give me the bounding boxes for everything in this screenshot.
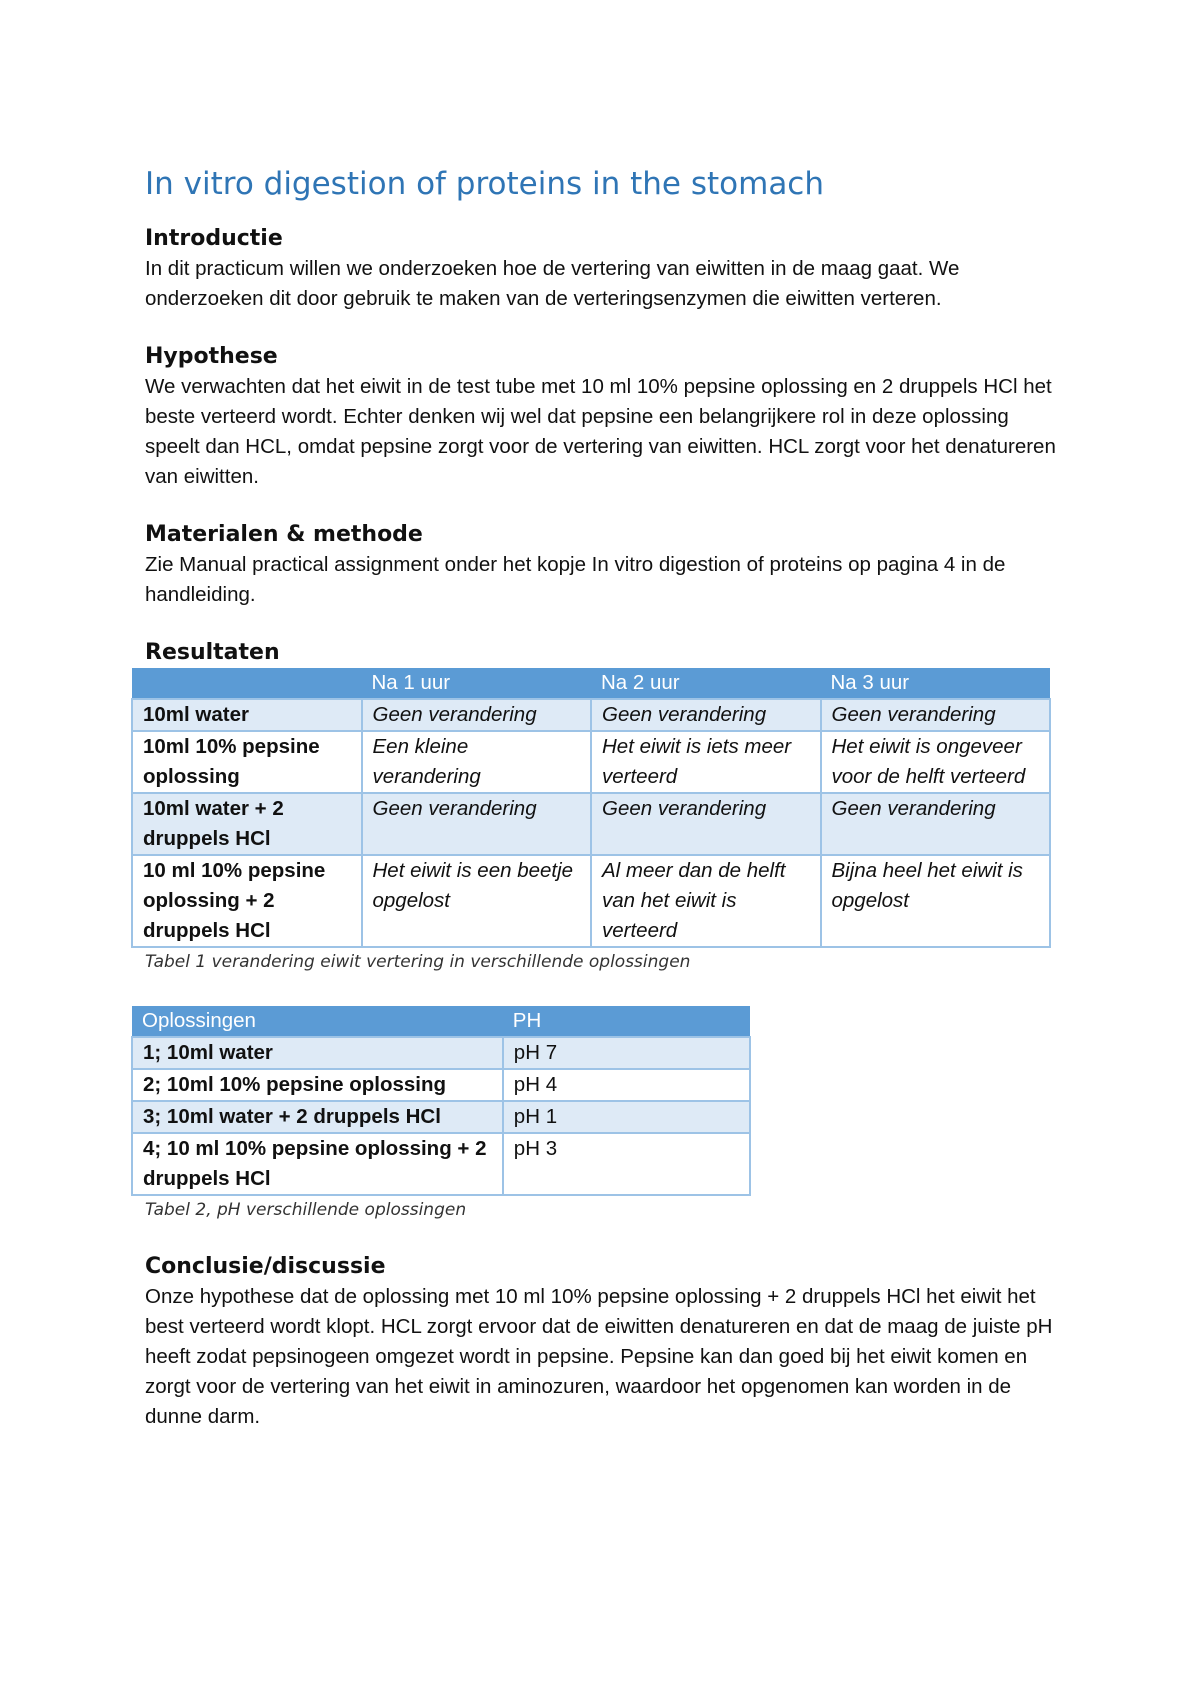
document-content [142, 164, 1060, 1432]
section-introductie [145, 224, 1060, 314]
section-heading: Hypothese [145, 344, 278, 369]
section-heading: Resultaten [145, 640, 280, 665]
section-heading: Materialen & methode [145, 522, 423, 547]
section-text: Onze hypothese dat de oplossing met 10 ml 10% pepsine oplossing + 2 druppels HCl het eiwit het best verteerd wordt klopt. HCL zorgt ervoor dat de eiwitten denatureren en dat de maag de juiste pH heeft zodat pepsinogeen omgezet wordt in pepsine. Pepsine kan dan goed bij het eiwit komen en zorgt voor de vertering van het eiwit in aminozuren, waardoor het opgenomen kan worden in de dunne darm. [145, 1285, 1053, 1428]
page-title: In vitro digestion of proteins in the stomach [145, 166, 825, 202]
section-hypothese [145, 342, 1060, 492]
table-cell: Het eiwit is ongeveer voor de helft verteerd [821, 731, 1051, 793]
table-caption: Tabel 2, pH verschillende oplossingen [145, 1200, 467, 1220]
solution-cell: 4; 10 ml 10% pepsine oplossing + 2 druppels HCl [132, 1133, 503, 1195]
row-label: 10ml water + 2 druppels HCl [132, 793, 362, 855]
table-row [132, 793, 1050, 855]
section-text: In dit practicum willen we onderzoeken hoe de vertering van eiwitten in de maag gaat. We onderzoeken dit door gebruik te maken van de verteringsenzymen die eiwitten verteren. [145, 257, 960, 310]
table-row [132, 731, 1050, 793]
table-cell: Een kleine verandering [362, 731, 592, 793]
results-table [131, 668, 1051, 948]
table-row [132, 699, 1050, 731]
section-resultaten [142, 638, 1060, 1222]
ph-cell: pH 3 [503, 1133, 750, 1195]
table-row [132, 1101, 750, 1133]
table-row [132, 1133, 750, 1195]
table-cell: Geen verandering [591, 699, 821, 731]
table-cell: Het eiwit is een beetje opgelost [362, 855, 592, 947]
solution-cell: 2; 10ml 10% pepsine oplossing [132, 1069, 503, 1101]
table-header-row [132, 1006, 750, 1037]
table-row [132, 855, 1050, 947]
table-cell: Geen verandering [821, 793, 1051, 855]
ph-table [131, 1006, 751, 1196]
section-conclusie-discussie [145, 1252, 1060, 1432]
table-caption: Tabel 1 verandering eiwit vertering in verschillende oplossingen [145, 952, 691, 972]
row-label: 10ml water [132, 699, 362, 731]
table-cell: Geen verandering [362, 793, 592, 855]
row-label: 10 ml 10% pepsine oplossing + 2 druppels HCl [132, 855, 362, 947]
table-header-cell: Na 1 uur [371, 671, 451, 694]
table-header-cell: Na 3 uur [830, 671, 910, 694]
ph-cell: pH 1 [503, 1101, 750, 1133]
section-text: We verwachten dat het eiwit in de test tube met 10 ml 10% pepsine oplossing en 2 druppels HCl het beste verteerd wordt. Echter denken wij wel dat pepsine een belangrijkere rol in deze oplossing speelt dan HCL, omdat pepsine zorgt voor de vertering van eiwitten. HCL zorgt voor het denatureren van eiwitten. [145, 375, 1056, 488]
section-text: Zie Manual practical assignment onder het kopje In vitro digestion of proteins op pagina 4 in de handleiding. [145, 553, 1006, 606]
table-header-cell: Oplossingen [142, 1009, 256, 1032]
solution-cell: 3; 10ml water + 2 druppels HCl [132, 1101, 503, 1133]
table-row [132, 1037, 750, 1069]
section-heading: Conclusie/discussie [145, 1254, 386, 1279]
table-cell: Geen verandering [821, 699, 1051, 731]
section-materialen-methode [145, 520, 1060, 610]
ph-cell: pH 4 [503, 1069, 750, 1101]
table-cell: Geen verandering [591, 793, 821, 855]
ph-cell: pH 7 [503, 1037, 750, 1069]
section-heading: Introductie [145, 226, 283, 251]
table-header-cell: PH [512, 1009, 542, 1032]
table-cell: Het eiwit is iets meer verteerd [591, 731, 821, 793]
row-label: 10ml 10% pepsine oplossing [132, 731, 362, 793]
table-header-cell: Na 2 uur [601, 671, 680, 694]
table-cell: Geen verandering [362, 699, 592, 731]
table-row [132, 1069, 750, 1101]
table-header-row [132, 668, 1050, 699]
table-cell: Bijna heel het eiwit is opgelost [821, 855, 1051, 947]
table-header-cell [132, 668, 362, 699]
table-cell: Al meer dan de helft van het eiwit is verteerd [591, 855, 821, 947]
solution-cell: 1; 10ml water [132, 1037, 503, 1069]
